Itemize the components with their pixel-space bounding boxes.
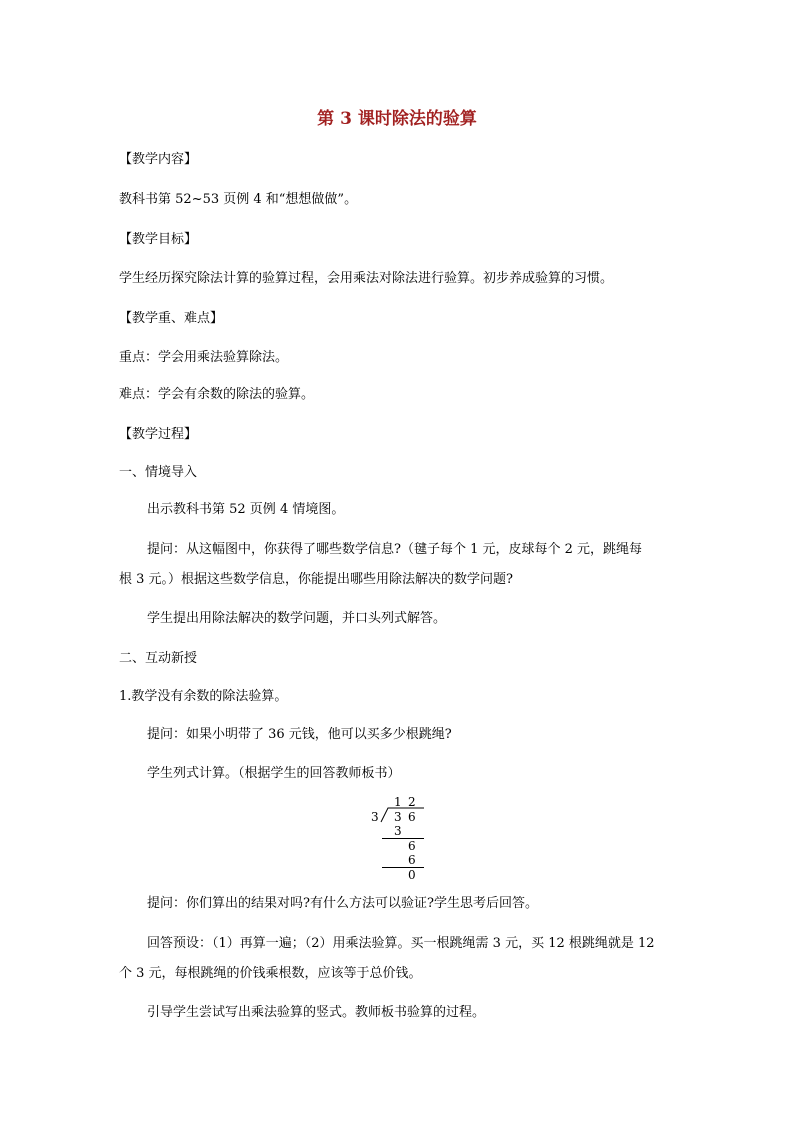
goal-heading: 【教学目标】 bbox=[119, 232, 198, 247]
student-answer: 学生提出用除法解决的数学问题，并口头列式解答。 bbox=[147, 611, 447, 626]
divider-line-1 bbox=[382, 838, 424, 839]
dividend-tens: 3 bbox=[394, 810, 402, 824]
long-division bbox=[368, 795, 428, 883]
difficult-point: 难点：学会有余数的除法的验算。 bbox=[119, 387, 315, 402]
guide-text: 引导学生尝试写出乘法验算的竖式。教师板书验算的过程。 bbox=[147, 1005, 486, 1020]
content-text: 教科书第 52~53 页例 4 和“想想做做”。 bbox=[119, 192, 358, 207]
step-2-value: 6 bbox=[408, 839, 416, 853]
divider-line-2 bbox=[382, 867, 424, 868]
answer-line-b: 个 3 元，每根跳绳的价钱乘根数，应该等于总价钱。 bbox=[119, 966, 422, 981]
goal-text: 学生经历探究除法计算的验算过程，会用乘法对除法进行验算。初步养成验算的习惯。 bbox=[119, 271, 614, 286]
page-title: 第 3 课时除法的验算 bbox=[317, 109, 477, 129]
key-point: 重点：学会用乘法验算除法。 bbox=[119, 350, 289, 365]
section-2-heading: 二、互动新授 bbox=[119, 651, 198, 666]
question-1-line-a: 提问：从这幅图中，你获得了哪些数学信息?（毽子每个 1 元，皮球每个 2 元，跳绳每 bbox=[147, 542, 643, 557]
dividend-ones: 6 bbox=[408, 810, 416, 824]
content-heading: 【教学内容】 bbox=[119, 152, 198, 167]
student-calc: 学生列式计算。（根据学生的回答教师板书） bbox=[147, 766, 401, 781]
question-3: 提问：你们算出的结果对吗?有什么方法可以验证?学生思考后回答。 bbox=[147, 896, 538, 911]
question-1-line-b: 根 3 元。）根据这些数学信息，你能提出哪些用除法解决的数学问题? bbox=[119, 572, 514, 587]
process-heading: 【教学过程】 bbox=[119, 427, 198, 442]
step-1-product: 3 bbox=[394, 824, 402, 838]
item-1: 1.教学没有余数的除法验算。 bbox=[119, 689, 288, 704]
show-image-text: 出示教科书第 52 页例 4 情境图。 bbox=[147, 502, 345, 517]
quotient-tens: 1 bbox=[394, 795, 402, 809]
divisor: 3 bbox=[371, 810, 379, 824]
question-2: 提问：如果小明带了 36 元钱，他可以买多少根跳绳? bbox=[147, 727, 452, 742]
key-heading: 【教学重、难点】 bbox=[119, 311, 224, 326]
remainder: 0 bbox=[408, 868, 416, 882]
answer-line-a: 回答预设：（1）再算一遍；（2）用乘法验算。买一根跳绳需 3 元，买 12 根跳绳就是 12 bbox=[147, 936, 655, 951]
step-3-product: 6 bbox=[408, 853, 416, 867]
quotient-ones: 2 bbox=[408, 795, 416, 809]
section-1-heading: 一、情境导入 bbox=[119, 465, 198, 480]
